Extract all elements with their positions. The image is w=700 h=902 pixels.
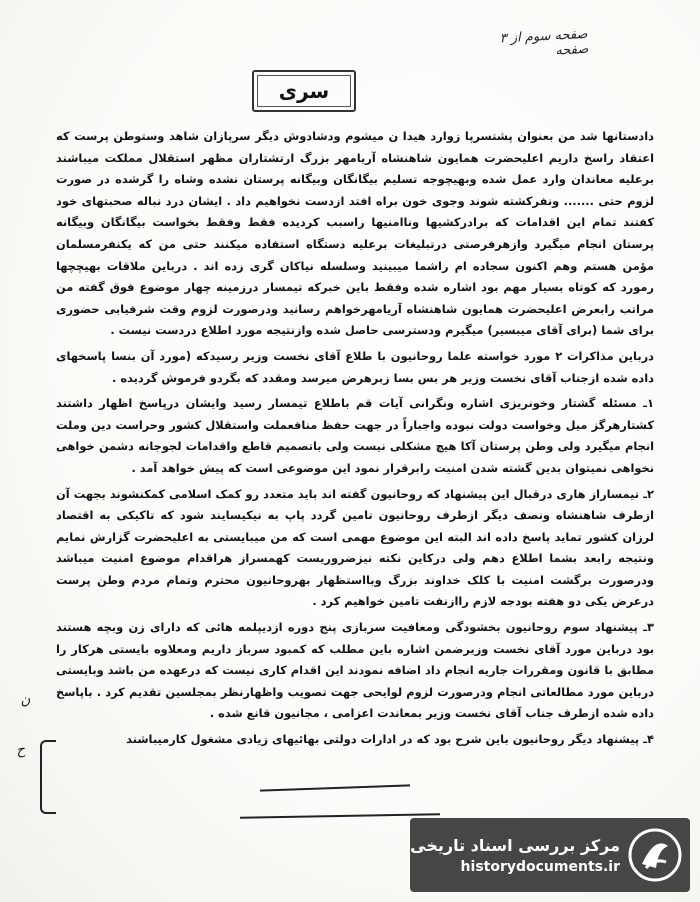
paragraph-1: دادستانها شد من بعنوان پشتسرپا زوارد هیدا ن میشوم ودشادوش دیگر سرپازان شاهد وستوطن پرست که اعتقاد راسخ داریم اعلیحضرت همایون شاهنشاه آریامهر بزرگ ارتشتاران مظهر استقلال مملکت میباشند برعلیه معاندان وارد عمل شده وبهیچوجه تسلیم بیگانگان وبیگانه پرستان نشده وشاه را گرشده در صورت لزوم حتی ....... ونفرکشته شوند وجوی خون براه افتد ازدست نخواهیم داد . ایشان درد نباله صحبتهای خود کفتند تمام این اقدامات که برادرکشیها وناامنیها راسبب کردیده فقط وفقط بخواست بیگانگان وبیگانه پرستان انجام میگیرد وازهرفرصتی درتبلیغات برعلیه دستگاه استفاده میکنند حتی من که یکنفرمسلمان مؤمن هستم وهم اکنون سجاده ام راشما میبینید وسلسله نیاکان گری زده اند . درباین ملاقات بهیچچها رمورد که کوتاه بسیار مهم بود اشاره شده وفقط باین خبرکه تیمسار درزمینه چهار موضوع فوق گفته من مراتب رابعرض اعلیحضرت همایون شاهنشاه آریامهرخواهم رسانید ودرصورت لزوم وقت شرفیابی حضوری برای شما (برای آقای میبسیر) میگیرم ودسترسی حاصل شده وازنتیجه مورد اطلاع دردست نیست . xyxy=(56,129,654,338)
margin-bracket xyxy=(40,740,56,814)
paragraph-6: ۴ـ پیشنهاد دیگر روحانیون باین شرح بود که در ادارات دولتی بهائیهای زیادی مشغول کارمیباشند xyxy=(126,732,654,747)
watermark-text-block xyxy=(410,836,620,875)
handwritten-page-note: صفحه سوم از ۳ صفحه xyxy=(499,26,589,59)
handwritten-underline xyxy=(240,813,440,818)
paragraph-2: درباین مذاکرات ۲ مورد خواسته علما روحانیون با طلاع آقای نخست وزیر رسیدکه (مورد آن بنسا پاسخهای داده شده ازجناب آقای نخست وزیر هر بس بسا زبرهرض میرسد ومقدد که بگردو فرموش گردیده . xyxy=(56,348,654,385)
handwritten-underline xyxy=(260,784,410,791)
archive-watermark xyxy=(410,818,690,892)
watermark-url: historydocuments.ir xyxy=(460,858,620,875)
classification-stamp-text: سری xyxy=(278,79,330,103)
paragraph-3: ۱ـ مسئله گشتار وخونریزی اشاره ونگرانی آیات قم باطلاع تیمسار رسید وایشان درپاسخ اظهار داشتند کشتارهرگز میل وخواست دولت نبوده واجباراً در جهت حفظ منافعملت واستقلال کشور وحراست دین وملت انجام میگیرد ولی وطن پرستان آکا هیچ مشکلی نیست ولی باتصمیم قاطع واقدامات لجوجانه دشمن خواهی نخواهی نمیتوان بدین گشته شدن امنیت رابرقرار نمود این موضوعی است که پیش خواهد آمد . xyxy=(56,396,654,475)
margin-handwritten-mark: ن xyxy=(18,691,32,709)
document-body xyxy=(56,126,654,751)
watermark-title: مرکز بررسی اسناد تاریخی xyxy=(410,835,620,855)
archive-logo-icon xyxy=(628,828,682,882)
paragraph-4: ۲ـ تیمساراز هاری درقبال این پیشنهاد که روحانیون گفته اند باید متعدد رو کمک اسلامی کمکنشوند بجهت آن ازطرف شاهنشاه ونصف دیگر ازطرف روحانیون تامین گردد پاپ به نیکیسایند شود که تاکیکی به اقتصاد لرزان کشور تماید پاسخ داده اند البته این موضوع مهمی است که من میبایستی به اعلیحضرت گزارش نمایم ونتیجه رابعد بشما اطلاع دهم ولی درکاین نکته نیزضروریست کهمسراز هراقدام موضوع امنیت میباشد ودرصورت برگشت امنیت با کلک خداوند بزرگ وبااستظهار بهروحانیون محترم وتمام مردم وطن پرست درعرض یکی دو هفته بودجه لازم راازنفت تامین خواهیم کرد . xyxy=(56,486,654,609)
classification-stamp xyxy=(252,70,356,112)
margin-handwritten-mark: ح xyxy=(14,741,27,759)
paragraph-5: ۳ـ پیشنهاد سوم روحانیون بخشودگی ومعافیت سربازی پنج دوره ازدیپلمه هائی که دارای زن وبچه هستند بود درباین مورد آقای نخست وزیرضمن اشاره باین مطلب که کمبود سرباز داریم ومعلاوه بایستی هرکار را مطابق با قانون ومقررات جاریه انجام داد اضافه نمودند این اقدام کاری نیست که درعهده من باشد وبایستی درباین مورد مطالعاتی انجام ودرصورت لزوم لوایحی جهت تصویب واظهارنظر بمجلسین تقدیم کرد . باپاسخ داده شده ازطرف جناب آقای نخست وزیر بمعاندت اعزامی ، مجانیون قانع شده . xyxy=(56,620,654,721)
